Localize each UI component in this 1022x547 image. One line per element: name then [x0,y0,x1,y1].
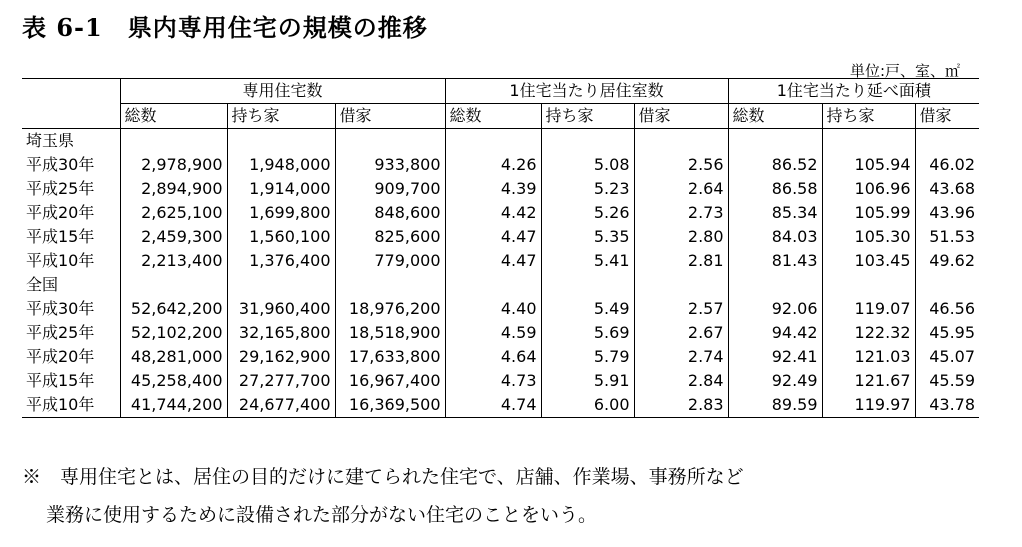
table-cell: 31,960,400 [227,297,335,321]
table-cell: 5.49 [541,297,634,321]
row-year-label: 平成30年 [26,299,95,318]
table-row [22,321,979,345]
table-cell: 5.91 [541,369,634,393]
subheader-rented: 借家 [634,104,728,129]
table-cell: 52,642,200 [120,297,227,321]
table-cell: 46.56 [915,297,979,321]
table-cell: 119.07 [822,297,915,321]
table-cell: 5.08 [541,153,634,177]
table-cell: 121.03 [822,345,915,369]
section-label: 全国 [26,275,59,294]
table-cell: 16,369,500 [335,393,445,418]
table-cell: 45.95 [915,321,979,345]
section-header-row [22,273,979,297]
table-cell: 18,976,200 [335,297,445,321]
table-cell: 848,600 [335,201,445,225]
subheader-total: 総数 [445,104,541,129]
table-row [22,393,979,418]
table-cell: 2.83 [634,393,728,418]
table-cell: 43.96 [915,201,979,225]
table-cell: 43.78 [915,393,979,418]
table-cell: 5.41 [541,249,634,273]
table-cell: 1,948,000 [227,153,335,177]
group-header-units: 専用住宅数 [120,79,445,104]
table-cell: 4.74 [445,393,541,418]
table-cell: 41,744,200 [120,393,227,418]
table-cell: 86.52 [728,153,822,177]
table-cell: 4.47 [445,249,541,273]
table-cell: 4.26 [445,153,541,177]
subheader-rented: 借家 [335,104,445,129]
table-row [22,201,979,225]
table-cell: 2.67 [634,321,728,345]
section-label: 埼玉県 [26,131,75,150]
table-cell: 1,699,800 [227,201,335,225]
table-cell: 5.79 [541,345,634,369]
group-header-row [22,79,979,104]
table-cell: 45,258,400 [120,369,227,393]
table-cell: 4.73 [445,369,541,393]
table-cell: 825,600 [335,225,445,249]
table-cell: 103.45 [822,249,915,273]
table-cell: 106.96 [822,177,915,201]
sub-header-row [22,104,979,129]
row-year-label: 平成10年 [22,393,120,418]
table-cell: 779,000 [335,249,445,273]
table-cell: 1,560,100 [227,225,335,249]
table-cell: 2.73 [634,201,728,225]
table-cell: 5.23 [541,177,634,201]
table-cell: 5.26 [541,201,634,225]
table-cell: 2.74 [634,345,728,369]
table-cell: 119.97 [822,393,915,418]
table-cell: 1,914,000 [227,177,335,201]
table-cell: 2.80 [634,225,728,249]
table-cell: 52,102,200 [120,321,227,345]
table-row [22,345,979,369]
table-cell: 2.56 [634,153,728,177]
table-cell: 2,625,100 [120,201,227,225]
table-cell: 29,162,900 [227,345,335,369]
table-cell: 4.64 [445,345,541,369]
footnote [22,458,744,534]
table-cell: 49.62 [915,249,979,273]
table-cell: 105.30 [822,225,915,249]
table-cell: 5.69 [541,321,634,345]
row-year-label: 平成15年 [26,227,95,246]
table-cell: 2,978,900 [120,153,227,177]
table-cell: 122.32 [822,321,915,345]
group-header-rooms: 1住宅当たり居住室数 [445,79,728,104]
footnote-line-1: ※ 専用住宅とは、居住の目的だけに建てられた住宅で、店舗、作業場、事務所など [22,466,744,488]
table-cell: 51.53 [915,225,979,249]
row-year-label: 平成25年 [26,323,95,342]
table-row [22,225,979,249]
row-year-label: 平成25年 [26,179,95,198]
unit-label: 単位:戸、室、㎡ [849,62,960,80]
table-cell: 48,281,000 [120,345,227,369]
section-header-row [22,129,979,154]
table-cell: 92.41 [728,345,822,369]
table-cell: 105.99 [822,201,915,225]
table-cell: 4.59 [445,321,541,345]
table-cell: 32,165,800 [227,321,335,345]
table-cell: 86.58 [728,177,822,201]
table-cell: 4.39 [445,177,541,201]
page-title: 表 6-1 県内専用住宅の規模の推移 [22,13,428,42]
table-cell: 4.47 [445,225,541,249]
table-cell: 2.64 [634,177,728,201]
table-cell: 933,800 [335,153,445,177]
table-cell: 2,459,300 [120,225,227,249]
table-cell: 81.43 [728,249,822,273]
table-cell: 2.84 [634,369,728,393]
row-year-label: 平成15年 [26,371,95,390]
row-year-label: 平成10年 [26,251,95,270]
table-cell: 46.02 [915,153,979,177]
table-cell: 92.49 [728,369,822,393]
table-row [22,297,979,321]
subheader-owned: 持ち家 [822,104,915,129]
group-header-area: 1住宅当たり延べ面積 [728,79,979,104]
table-cell: 16,967,400 [335,369,445,393]
table-row [22,153,979,177]
table-cell: 43.68 [915,177,979,201]
row-year-label: 平成20年 [26,347,95,366]
table-cell: 105.94 [822,153,915,177]
table-cell: 24,677,400 [227,393,335,418]
table-cell: 2,213,400 [120,249,227,273]
footnote-line-2: 業務に使用するために設備された部分がない住宅のことをいう。 [46,504,598,526]
subheader-owned: 持ち家 [541,104,634,129]
subheader-total: 総数 [120,104,227,129]
table-cell: 17,633,800 [335,345,445,369]
table-cell: 2.57 [634,297,728,321]
table-row [22,369,979,393]
table-cell: 1,376,400 [227,249,335,273]
table-row [22,249,979,273]
subheader-owned: 持ち家 [227,104,335,129]
table-cell: 5.35 [541,225,634,249]
table-cell: 909,700 [335,177,445,201]
table-row [22,177,979,201]
table-cell: 27,277,700 [227,369,335,393]
table-cell: 2,894,900 [120,177,227,201]
table-cell: 6.00 [541,393,634,418]
subheader-rented: 借家 [915,104,979,129]
table-cell: 2.81 [634,249,728,273]
table-cell: 89.59 [728,393,822,418]
row-year-label: 平成30年 [26,155,95,174]
table-cell: 45.59 [915,369,979,393]
subheader-total: 総数 [728,104,822,129]
table-cell: 18,518,900 [335,321,445,345]
table-cell: 121.67 [822,369,915,393]
table-cell: 94.42 [728,321,822,345]
table-cell: 84.03 [728,225,822,249]
row-year-label: 平成20年 [26,203,95,222]
table-cell: 92.06 [728,297,822,321]
table-cell: 45.07 [915,345,979,369]
table-cell: 4.42 [445,201,541,225]
table-cell: 4.40 [445,297,541,321]
housing-scale-table [22,78,979,418]
table-cell: 85.34 [728,201,822,225]
